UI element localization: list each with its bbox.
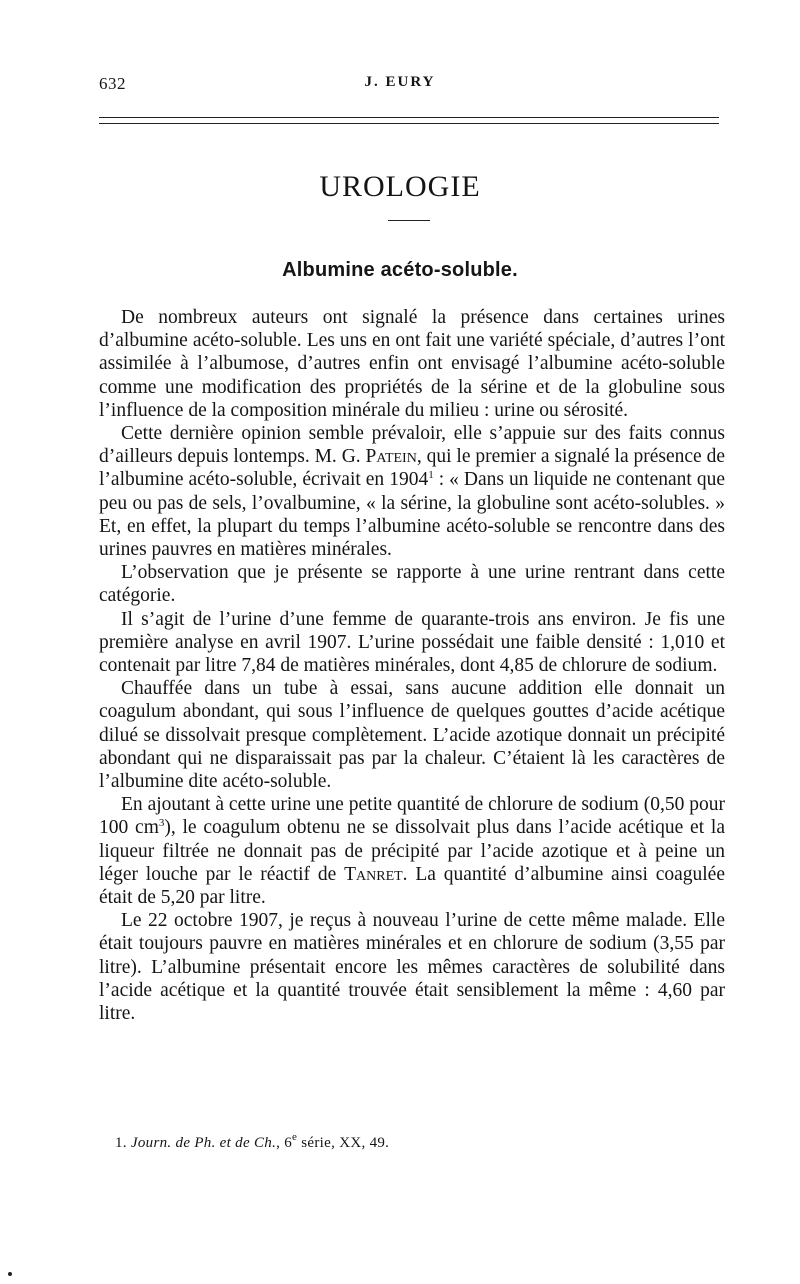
paragraph-7: Le 22 octobre 1907, je reçus à nouveau l’urine de cette même malade. Elle était toujours pauvre en matières minérales et en chlorure de sodium (3,55 par litre). L’albumine présentait encore les mêmes caractères de solubilité dans l’acide acétique et la quantité trouvée était sensiblement la même : 4,60 par litre.: [99, 910, 725, 1025]
header-rule-top: [99, 117, 719, 118]
running-head: [0, 74, 800, 98]
footnote-source: Journ. de Ph. et de Ch.: [130, 1135, 277, 1151]
footnote: [115, 1133, 715, 1153]
paragraph-2: [99, 422, 725, 561]
footnote-series-number: 6: [284, 1135, 293, 1151]
paragraph-6-part-b: ), le coagulum obtenu ne se dissolvait plus dans l’acide acétique et la liqueur filtrée ne donnait pas de précipité par l’acide azotique et à peine un léger louche par le réactif de: [99, 817, 725, 885]
paragraph-5: Chauffée dans un tube à essai, sans aucune addition elle donnait un coagulum abondant, qui sous l’influence de quelques gouttes d’acide acétique dilué se dissolvait presque complètement. L’acide azotique donnait un précipité abondant qui ne disparaissait pas par la chaleur. C’étaient là les caractères de l’albumine dite acéto-soluble.: [99, 678, 725, 793]
cubic-superscript: 3: [158, 817, 165, 830]
paragraph-4: Il s’agit de l’urine d’une femme de quarante-trois ans environ. Je fis une première analyse en avril 1907. L’urine possédait une faible densité : 1,010 et contenait par litre 7,84 de matières minérales, dont 4,85 de chlorure de sodium.: [99, 608, 725, 677]
footnote-rest: série, XX, 49.: [297, 1135, 390, 1151]
paragraph-6-part-a: En ajoutant à cette urine une petite quantité de chlorure de sodium (0,50 pour 100 cm: [99, 794, 725, 839]
footnote-reference: 1: [428, 469, 434, 482]
running-title: J. EURY: [364, 74, 436, 90]
paragraph-6-part-c: . La quantité d’albumine ainsi coagulée était de 5,20 par litre.: [99, 863, 725, 909]
author-name-patein: Patein: [365, 446, 417, 468]
article-body: [99, 306, 725, 1025]
paragraph-6: [99, 793, 725, 909]
author-name-tanret: Tanret: [344, 863, 403, 885]
paragraph-2-part-a: Cette dernière opinion semble prévaloir, elle s’appuie sur des faits connus d’ailleurs depuis lontemps. M. G.: [99, 423, 725, 468]
paragraph-2-part-b: , qui le premier a signalé la présence de l’albumine acéto-soluble, écrivait en 1904: [99, 446, 726, 491]
paragraph-3: L’observation que je présente se rapporte à une urine rentrant dans cette catégorie.: [99, 562, 725, 607]
title-dash: [388, 220, 430, 221]
header-rule-bottom: [99, 123, 719, 124]
margin-speck: [8, 1272, 12, 1276]
article-title: Albumine acéto-soluble.: [282, 259, 518, 281]
paragraph-1: De nombreux auteurs ont signalé la présence dans certaines urines d’albumine acéto-soluble. Les uns en ont fait une variété spéciale, d’autres l’ont assimilée à l’albumose, d’autres enfin ont envisagé l’albumine acéto-soluble comme une modification des propriétés de la sérine et de la globuline sous l’influence de la composition minérale du milieu : urine ou sérosité.: [99, 307, 725, 421]
footnote-series-superscript: e: [292, 1131, 298, 1143]
footnote-separator: ,: [276, 1135, 285, 1151]
footnote-number: 1.: [115, 1135, 127, 1151]
paragraph-2-part-c: : « Dans un liquide ne contenant que peu ou pas de sels, l’ovalbumine, « la sérine, la globuline sont acéto-solubles. » Et, en effet, la plupart du temps l’albumine acéto-soluble se rencontre dans des urines pauvres en matières minérales.: [99, 469, 725, 561]
section-title: UROLOGIE: [319, 170, 481, 203]
page-number: 632: [99, 74, 126, 93]
